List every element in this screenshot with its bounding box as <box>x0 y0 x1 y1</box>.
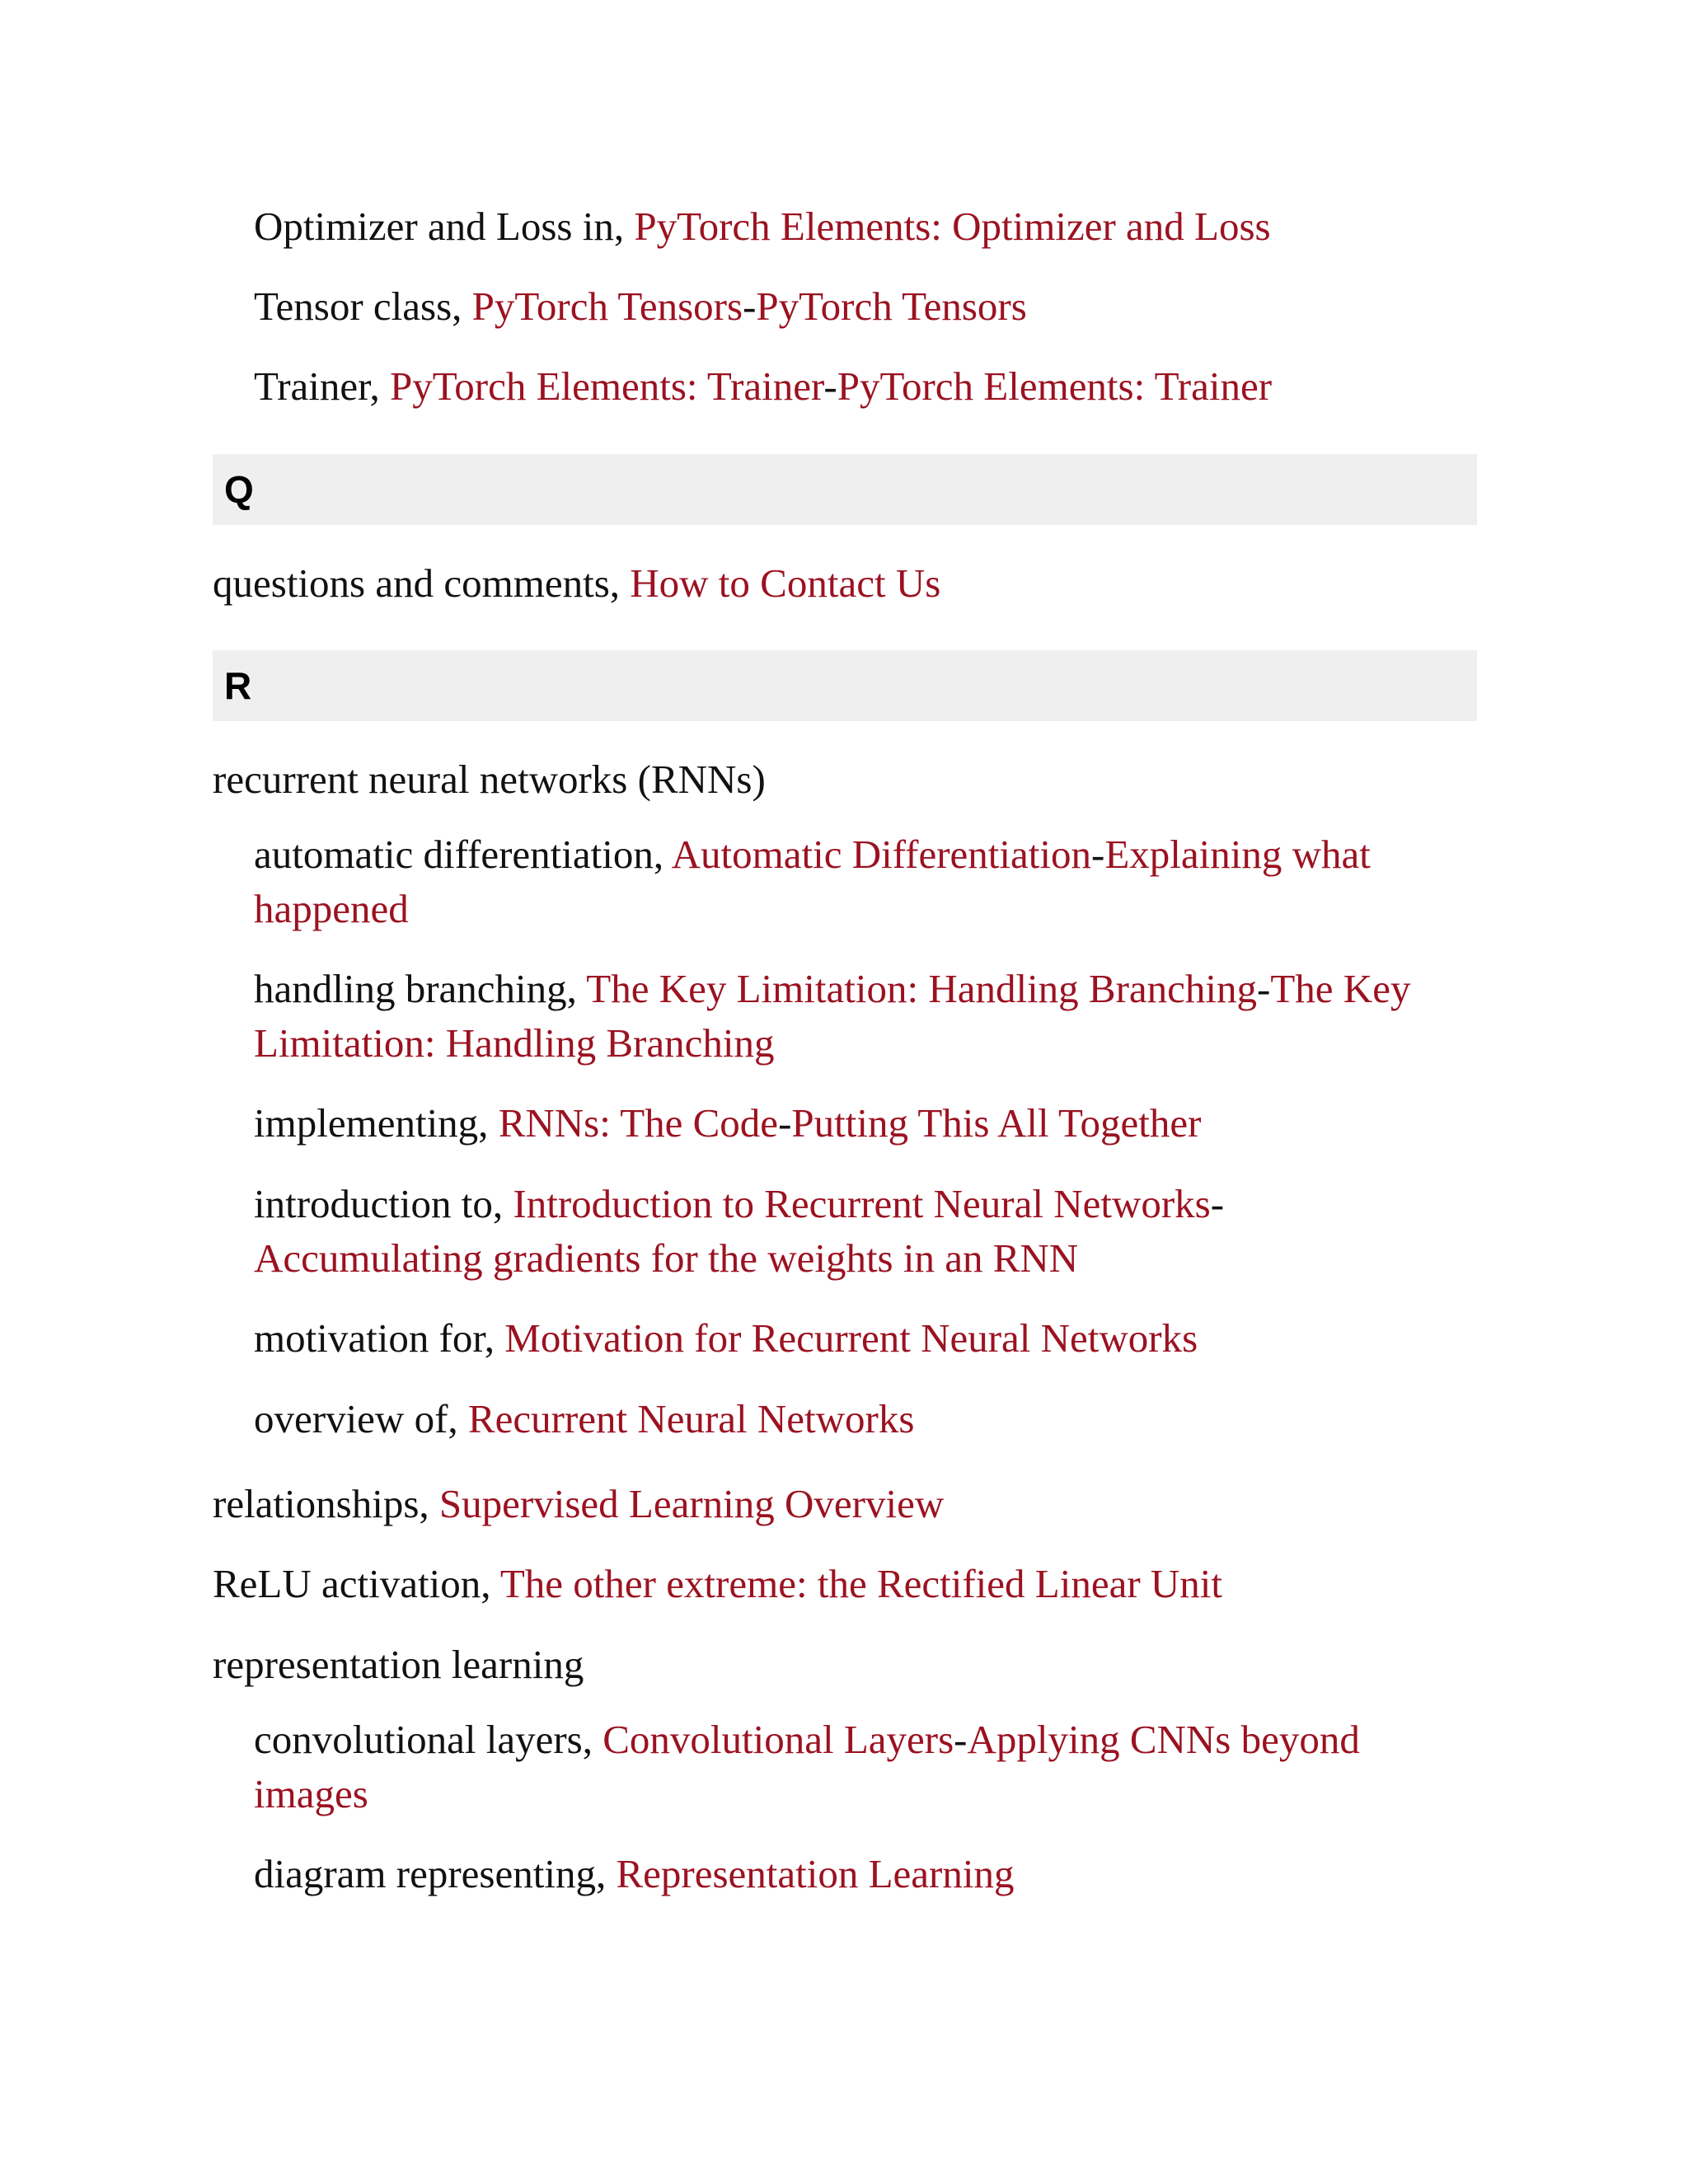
index-subentry <box>254 1392 914 1446</box>
index-subentry <box>254 359 1272 414</box>
index-term: questions and comments, <box>213 560 631 606</box>
range-separator: - <box>1210 1181 1225 1226</box>
index-entry <box>213 752 766 807</box>
index-link[interactable]: Explaining what <box>1104 832 1371 877</box>
section-letter: Q <box>224 468 254 511</box>
index-link[interactable]: Representation Learning <box>616 1851 1015 1896</box>
index-term: automatic differentiation, <box>254 832 672 877</box>
index-link[interactable]: The other extreme: the Rectified Linear Unit <box>499 1561 1223 1606</box>
index-link[interactable]: PyTorch Tensors <box>756 284 1027 329</box>
index-link[interactable]: Accumulating gradients for the weights in an RNN <box>254 1235 1079 1281</box>
index-entry <box>213 1638 584 1692</box>
index-subentry <box>254 1096 1201 1151</box>
index-subentry <box>254 962 1410 1016</box>
range-separator: - <box>1257 966 1271 1011</box>
index-entry <box>213 1557 1222 1611</box>
index-entry <box>213 556 940 611</box>
index-link[interactable]: PyTorch Elements: Trainer <box>390 363 824 409</box>
index-subentry <box>254 1177 1224 1231</box>
index-subentry-continuation <box>254 1767 368 1821</box>
range-separator: - <box>954 1717 968 1762</box>
index-link[interactable]: RNNs: The Code <box>498 1100 779 1146</box>
index-subentry <box>254 827 1371 882</box>
index-link[interactable]: PyTorch Elements: Optimizer and Loss <box>634 204 1271 249</box>
index-term: recurrent neural networks (RNNs) <box>213 757 766 802</box>
index-term: convolutional layers, <box>254 1717 603 1762</box>
index-link[interactable]: Limitation: Handling Branching <box>254 1020 775 1066</box>
range-separator: - <box>778 1100 792 1146</box>
range-separator: - <box>1091 832 1105 877</box>
index-term: ReLU activation, <box>213 1561 500 1606</box>
range-separator: - <box>823 363 837 409</box>
index-term: Optimizer and Loss in, <box>254 204 635 249</box>
index-subentry <box>254 1311 1198 1366</box>
index-subentry <box>254 1713 1360 1767</box>
index-link[interactable]: happened <box>254 886 409 931</box>
index-subentry <box>254 1847 1014 1901</box>
index-link[interactable]: Recurrent Neural Networks <box>467 1396 915 1441</box>
index-link[interactable]: PyTorch Elements: Trainer <box>837 363 1273 409</box>
index-link[interactable]: images <box>254 1771 368 1816</box>
index-term: handling branching, <box>254 966 587 1011</box>
index-link[interactable]: Putting This All Together <box>791 1100 1202 1146</box>
range-separator: - <box>743 284 757 329</box>
index-link[interactable]: Applying CNNs beyond <box>967 1717 1360 1762</box>
index-link[interactable]: Introduction to Recurrent Neural Networks <box>513 1181 1211 1226</box>
index-term: Trainer, <box>254 363 390 409</box>
index-term: motivation for, <box>254 1315 505 1361</box>
index-term: representation learning <box>213 1642 584 1687</box>
index-link[interactable]: How to Contact Us <box>630 560 941 606</box>
index-link[interactable]: Supervised Learning Overview <box>438 1481 945 1526</box>
index-link[interactable]: The Key <box>1270 966 1411 1011</box>
section-header-q <box>213 454 1477 525</box>
index-subentry-continuation <box>254 1231 1078 1286</box>
index-subentry <box>254 199 1271 254</box>
index-link[interactable]: The Key Limitation: Handling Branching <box>586 966 1258 1011</box>
index-link[interactable]: Motivation for Recurrent Neural Networks <box>504 1315 1198 1361</box>
index-link[interactable]: PyTorch Tensors <box>471 284 743 329</box>
index-term: introduction to, <box>254 1181 513 1226</box>
index-link[interactable]: Convolutional Layers <box>603 1717 954 1762</box>
index-subentry-continuation <box>254 882 409 936</box>
index-term: relationships, <box>213 1481 439 1526</box>
index-term: implementing, <box>254 1100 499 1146</box>
index-term: overview of, <box>254 1396 468 1441</box>
index-link[interactable]: Automatic Differentiation <box>671 832 1091 877</box>
section-letter: R <box>224 664 252 707</box>
section-header-r <box>213 650 1477 721</box>
index-subentry <box>254 279 1027 334</box>
index-entry <box>213 1477 944 1531</box>
index-subentry-continuation <box>254 1016 774 1071</box>
index-term: diagram representing, <box>254 1851 617 1896</box>
index-term: Tensor class, <box>254 284 472 329</box>
